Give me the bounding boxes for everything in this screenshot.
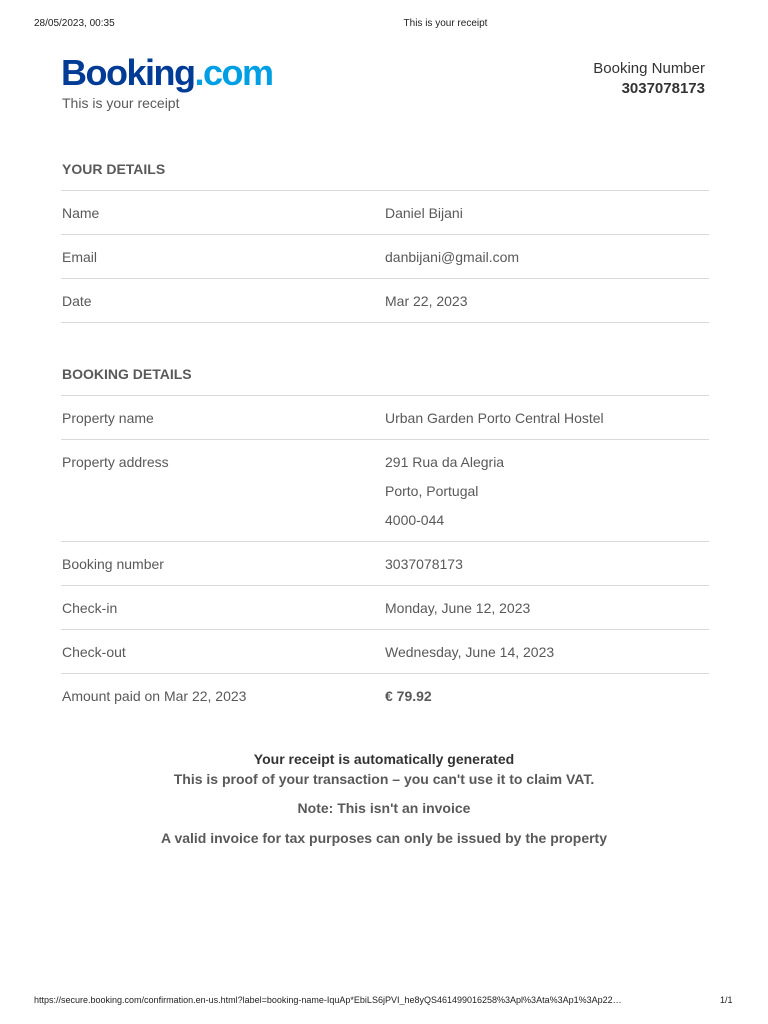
email-label: Email [62,249,98,265]
date-value: Mar 22, 2023 [385,293,468,309]
print-title: This is your receipt [403,18,488,29]
property-address-label: Property address [62,454,169,470]
divider [61,673,709,674]
not-invoice-note: Note: This isn't an invoice [297,800,471,816]
logo-wordmark-suffix: .com [194,52,273,93]
auto-generated-note: Your receipt is automatically generated [253,751,515,767]
date-label: Date [62,293,92,309]
divider [61,585,709,586]
receipt-subtitle: This is your receipt [62,95,180,111]
address-line-postcode: 4000-044 [385,512,445,528]
divider [61,541,709,542]
checkin-label: Check-in [62,600,118,616]
address-line-street: 291 Rua da Alegria [385,454,505,470]
booking-number-heading: Booking Number [593,60,705,77]
print-datetime: 28/05/2023, 00:35 [34,18,115,29]
checkout-value: Wednesday, June 14, 2023 [385,644,555,660]
checkin-value: Monday, June 12, 2023 [385,600,531,616]
divider [61,278,709,279]
your-details-title: YOUR DETAILS [62,161,166,177]
print-page-number: 1/1 [720,995,733,1005]
address-line-city: Porto, Portugal [385,483,479,499]
booking-number-heading-value: 3037078173 [621,80,705,97]
amount-paid-label: Amount paid on Mar 22, 2023 [62,688,247,704]
vat-note: This is proof of your transaction – you can't use it to claim VAT. [173,771,595,787]
divider [61,395,709,396]
name-label: Name [62,205,100,221]
property-name-label: Property name [62,410,154,426]
name-value: Daniel Bijani [385,205,463,221]
booking-number-value: 3037078173 [385,556,463,572]
amount-paid-value: € 79.92 [385,688,432,704]
property-name-value: Urban Garden Porto Central Hostel [385,410,604,426]
logo-wordmark-main: Booking [61,52,195,93]
divider [61,439,709,440]
divider [61,322,709,323]
divider [61,190,709,191]
booking-details-title: BOOKING DETAILS [62,366,192,382]
divider [61,629,709,630]
booking-number-label: Booking number [62,556,164,572]
booking-logo [61,53,273,93]
print-url: https://secure.booking.com/confirmation.en-us.html?label=booking-name-IquAp*EbiLS6jPVI_he8yQS461499016258%3Apl%3Ata%3Ap1%3Ap22… [34,995,622,1005]
tax-invoice-note: A valid invoice for tax purposes can only be issued by the property [160,830,608,846]
email-value: danbijani@gmail.com [385,249,520,265]
divider [61,234,709,235]
checkout-label: Check-out [62,644,126,660]
